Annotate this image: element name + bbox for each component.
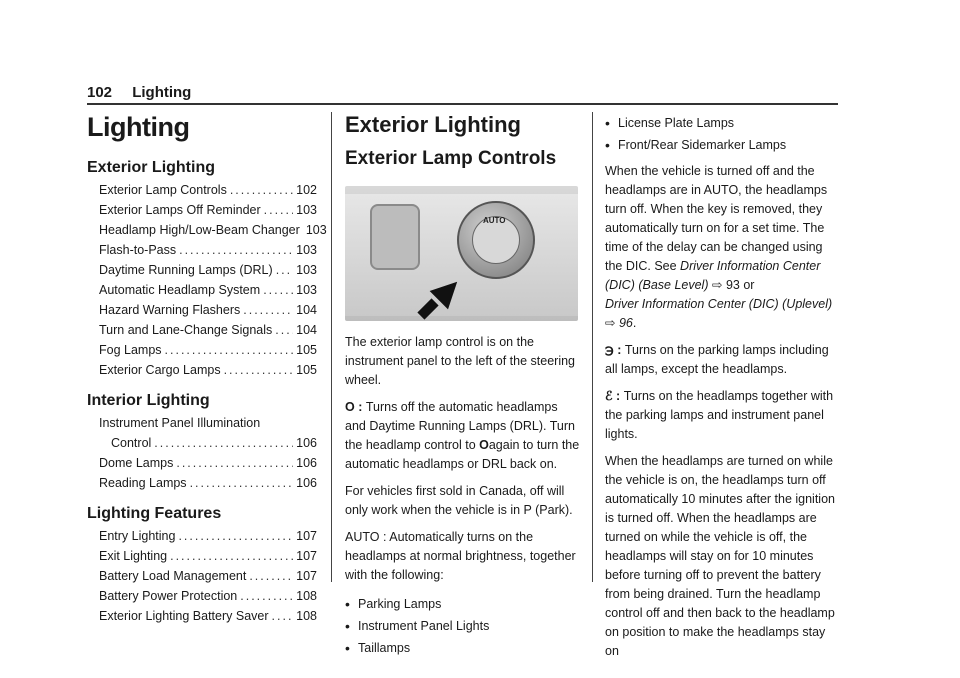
toc-entry[interactable] (87, 526, 317, 546)
figure-switch-slot (370, 204, 420, 270)
toc-group-heading: Exterior Lighting (87, 159, 215, 176)
off-paragraph (345, 398, 580, 474)
toc-entry-title: Exit Lighting (99, 549, 168, 563)
toc-entry[interactable] (87, 280, 317, 300)
toc-entry[interactable] (87, 606, 317, 626)
section-title: Lighting (132, 84, 192, 101)
toc-entry[interactable] (87, 473, 317, 493)
off-separator: : (354, 400, 366, 414)
toc-entry[interactable] (87, 240, 317, 260)
section-heading: Exterior Lighting (345, 112, 521, 137)
toc-entry-page: 104 (296, 323, 317, 337)
toc-entry-title: Instrument Panel Illumination (99, 416, 261, 430)
toc-entry-title: Daytime Running Lamps (DRL) (99, 263, 273, 277)
toc-entry-page: 108 (296, 609, 317, 623)
toc-leader-dots (190, 473, 294, 493)
power-off-icon: O (345, 400, 355, 414)
content-column-3 (605, 112, 840, 669)
subsection-heading: Exterior Lamp Controls (345, 148, 557, 169)
toc-entry-page: 103 (296, 283, 317, 297)
toc-entry-title: Exterior Lamps Off Reminder (99, 203, 261, 217)
list-item: • Parking Lamps (345, 593, 580, 615)
toc-entry-title: Exterior Lamp Controls (99, 183, 227, 197)
headlamp-timeout-paragraph: When the headlamps are turned on while the vehicle is on, the headlamps turn off automatically 10 minutes after the ignition is turned off. When the headlamps are turned on while the vehicle is off, the headlamps will stay on for 10 minutes before turning off to prevent the battery from being drained. Turn the headlamp control off and then back to the headlamp on position to make the headlamps stay on (605, 454, 835, 658)
toc-entry-title: Flash-to-Pass (99, 243, 177, 257)
toc-entry[interactable] (87, 566, 317, 586)
figure-auto-label: AUTO (483, 216, 506, 225)
toc-entry[interactable] (87, 340, 317, 360)
toc-leader-dots (224, 360, 294, 380)
page-ref-1[interactable]: 93 (725, 278, 740, 292)
headlamps-text: Turns on the headlamps together with the parking lamps and instrument panel lights. (605, 389, 834, 441)
dic-text: When the vehicle is turned off and the headlamps are in AUTO, the headlamps turn off. When the key is removed, they automatically turn on for a set time. The time of the delay can be changed using the DIC. See (605, 164, 828, 273)
dic-uplevel-link[interactable]: Driver Information Center (DIC) (Uplevel) (605, 297, 833, 311)
or-text: or (739, 278, 755, 292)
toc-entry[interactable] (87, 200, 317, 220)
page-ref-2[interactable]: 96 (618, 316, 633, 330)
parking-lamps-text: Turns on the parking lamps including all lamps, except the headlamps. (605, 343, 829, 376)
list-item: • License Plate Lamps (605, 112, 840, 134)
toc-leader-dots (276, 260, 293, 280)
toc-leader-dots (230, 180, 293, 200)
toc-entry-title: Hazard Warning Flashers (99, 303, 241, 317)
auto-text: Automatically turns on the headlamps at normal brightness, together with the following: (345, 530, 576, 582)
toc-entry-page: 103 (296, 263, 317, 277)
power-off-icon-inline: O (479, 438, 489, 452)
chapter-title: Lighting (87, 112, 190, 142)
toc-group-heading: Interior Lighting (87, 392, 210, 409)
toc-entry[interactable] (87, 320, 317, 340)
off-text-b: again to turn the automatic headlamps or DRL back on. (345, 438, 580, 471)
toc-entry-page: 107 (296, 549, 317, 563)
page-number: 102 (87, 84, 113, 101)
toc-entry-page: 107 (296, 569, 317, 583)
toc-leader-dots (154, 433, 293, 453)
toc-entry-page: 105 (296, 343, 317, 357)
list-item: • Front/Rear Sidemarker Lamps (605, 134, 840, 156)
page-ref-icon: ⇨ (605, 316, 616, 330)
toc-leader-dots (165, 340, 294, 360)
toc-leader-dots (240, 586, 293, 606)
toc-entry-page: 103 (296, 243, 317, 257)
toc-entry-page: 106 (296, 456, 317, 470)
toc-leader-dots (170, 546, 293, 566)
toc-entry-page: 108 (296, 589, 317, 603)
toc-leader-dots (275, 320, 293, 340)
toc-entry-page: 104 (296, 303, 317, 317)
canada-paragraph: For vehicles first sold in Canada, off will only work when the vehicle is in P (Park). (345, 484, 573, 517)
header-rule (87, 103, 838, 105)
toc-entry[interactable] (87, 220, 327, 240)
toc-leader-dots (179, 240, 293, 260)
page-ref-icon: ⇨ (711, 278, 723, 292)
toc-entry-page: 107 (296, 529, 317, 543)
toc-leader-dots (249, 566, 293, 586)
toc-entry-page: 102 (296, 183, 317, 197)
toc-entry-title: Exterior Cargo Lamps (99, 363, 221, 377)
toc-leader-dots (243, 300, 293, 320)
toc-entry-title: Dome Lamps (99, 456, 174, 470)
toc-entry[interactable] (87, 413, 317, 453)
dic-paragraph: When the vehicle is turned off and the headlamps are in AUTO, the headlamps turn off. When the key is removed, they automatically turn on for a set time. The time of the delay can be changed using the DIC. See Driver Information Center (DIC) (Base Level) ⇨ 93 or Driver Information Center (DIC) (Uplevel) ⇨ 96. (605, 164, 833, 330)
column-divider (331, 112, 332, 582)
toc-entry-title-cont: Control (111, 436, 152, 450)
toc-entry-title: Battery Power Protection (99, 589, 238, 603)
list-item: • Taillamps (345, 637, 580, 659)
lamp-control-figure (345, 186, 578, 321)
headlamps-icon: ℰ (605, 389, 613, 403)
toc-column (87, 112, 327, 626)
intro-paragraph: The exterior lamp control is on the instrument panel to the left of the steering wheel. (345, 335, 575, 387)
auto-paragraph (345, 528, 580, 585)
headlamps-paragraph: ℰ : Turns on the headlamps together with the parking lamps and instrument panel lights. (605, 389, 834, 441)
toc-entry[interactable] (87, 360, 317, 380)
list-item: • Instrument Panel Lights (345, 615, 580, 637)
toc-entry-title: Battery Load Management (99, 569, 247, 583)
page-header (87, 84, 207, 101)
toc-entry-title: Turn and Lane-Change Signals (99, 323, 273, 337)
toc-entry[interactable] (87, 586, 317, 606)
dic-base-link[interactable]: Driver Information Center (DIC) (Base Level) (605, 259, 821, 292)
toc-entry[interactable] (87, 453, 317, 473)
toc-entry-page: 106 (296, 476, 317, 490)
toc-entry-title: Reading Lamps (99, 476, 187, 490)
parking-lamps-icon: ℈ (605, 343, 614, 357)
toc-leader-dots (178, 526, 293, 546)
auto-label: AUTO : (345, 530, 390, 544)
column-divider (592, 112, 593, 582)
toc-entry[interactable] (87, 546, 317, 566)
toc-group-heading: Lighting Features (87, 505, 222, 522)
toc-entry-title: Fog Lamps (99, 343, 162, 357)
toc-entry-title: Exterior Lighting Battery Saver (99, 609, 269, 623)
toc-entry-page: 103 (296, 203, 317, 217)
toc-entry-title: Automatic Headlamp System (99, 283, 261, 297)
toc-entry-page: 103 (305, 223, 327, 237)
toc-leader-dots (272, 606, 294, 626)
toc-entry-page: 105 (296, 363, 317, 377)
toc-entry-title: Entry Lighting (99, 529, 176, 543)
toc-entry[interactable] (87, 260, 317, 280)
off-text-a: Turns off the automatic headlamps and Daytime Running Lamps (DRL). Turn the headlamp control to (345, 400, 575, 452)
toc-entry[interactable] (87, 300, 317, 320)
lamps-bullet-list (605, 112, 840, 156)
content-column-2 (345, 112, 580, 665)
toc-leader-dots (264, 200, 294, 220)
toc-entry[interactable] (87, 180, 317, 200)
toc-leader-dots (263, 280, 293, 300)
toc-entry-page: 106 (296, 436, 317, 450)
parking-lamps-paragraph: ℈ : Turns on the parking lamps including all lamps, except the headlamps. (605, 343, 829, 376)
toc-entry-title: Headlamp High/Low-Beam Changer (99, 223, 300, 237)
toc-leader-dots (176, 453, 293, 473)
auto-bullet-list (345, 593, 580, 659)
